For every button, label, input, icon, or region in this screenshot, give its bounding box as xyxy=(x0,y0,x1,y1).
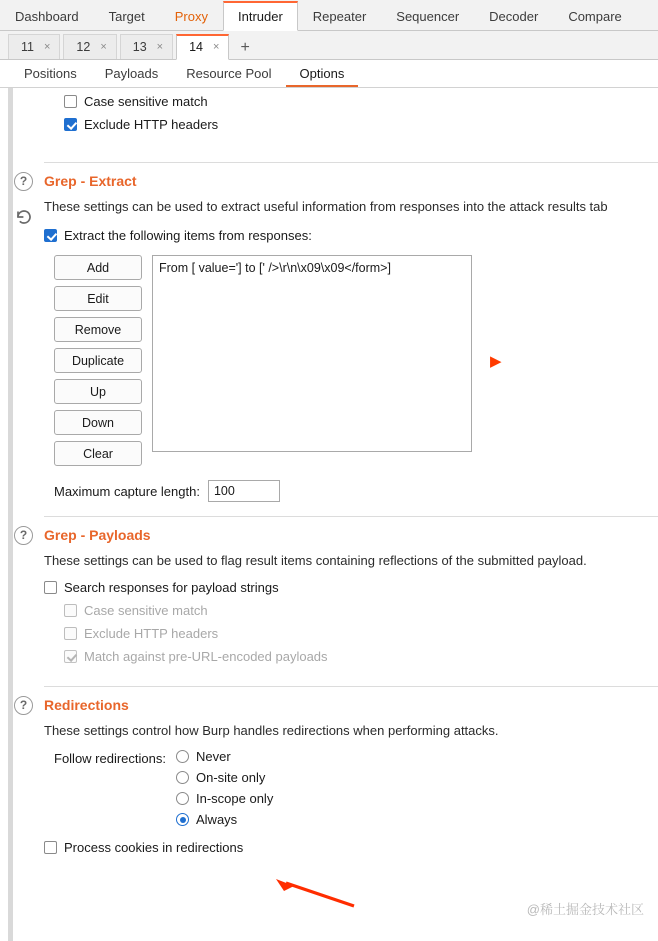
follow-redirections-radio-group xyxy=(176,746,273,830)
clear-button[interactable]: Clear xyxy=(54,441,142,466)
tab-options[interactable]: Options xyxy=(286,61,359,87)
radio-row-always[interactable] xyxy=(176,809,273,830)
close-icon[interactable]: × xyxy=(213,41,220,53)
checkbox-payload-match-preurl xyxy=(64,650,77,663)
search-payload-strings-row[interactable] xyxy=(44,570,650,599)
payload-exclude-headers-row[interactable] xyxy=(44,622,650,645)
radio-row-in-scope-only[interactable] xyxy=(176,788,273,809)
label-search-payload-strings: Search responses for payload strings xyxy=(64,580,279,595)
main-tab-target[interactable]: Target xyxy=(108,9,145,24)
help-icon[interactable]: ? xyxy=(14,172,33,191)
add-attack-tab-button[interactable]: + xyxy=(240,39,250,56)
extract-enable-row[interactable] xyxy=(44,216,650,247)
checkbox-search-payload-strings[interactable] xyxy=(44,581,57,594)
label-max-capture-length: Maximum capture length: xyxy=(54,483,200,499)
section-title-redirections: Redirections xyxy=(44,697,129,713)
radio-always[interactable] xyxy=(176,813,189,826)
grep-extract-header xyxy=(19,163,650,189)
radio-never[interactable] xyxy=(176,750,189,763)
label-exclude-http-headers: Exclude HTTP headers xyxy=(84,117,219,132)
label-follow-redirections: Follow redirections: xyxy=(54,751,166,766)
down-button[interactable]: Down xyxy=(54,410,142,435)
payload-case-sensitive-row[interactable] xyxy=(44,599,650,622)
radio-on-site-only[interactable] xyxy=(176,771,189,784)
section-description-redirections: These settings control how Burp handles redirections when performing attacks. xyxy=(44,723,499,738)
grep-match-tail xyxy=(0,88,658,162)
reset-icon[interactable] xyxy=(14,207,34,227)
radio-in-scope-only[interactable] xyxy=(176,792,189,805)
checkbox-process-cookies[interactable] xyxy=(44,841,57,854)
radio-row-never[interactable] xyxy=(176,746,273,767)
main-tab-dashboard[interactable]: Dashboard xyxy=(15,9,79,24)
help-icon[interactable]: ? xyxy=(14,526,33,545)
attack-tab-label: 13 xyxy=(132,40,147,54)
label-payload-exclude-headers: Exclude HTTP headers xyxy=(84,626,219,641)
extract-button-column xyxy=(54,255,142,466)
main-tab-decoder[interactable]: Decoder xyxy=(489,9,539,24)
section-title-grep-extract: Grep - Extract xyxy=(44,173,137,189)
list-item[interactable]: From [ value='] to [' />\r\n\x09\x09</form>] xyxy=(159,261,391,275)
main-tab-bar xyxy=(0,0,658,31)
main-tab-sequencer[interactable]: Sequencer xyxy=(396,9,460,24)
expand-arrow-icon[interactable]: ▶ xyxy=(490,352,502,370)
section-description-grep-payloads: These settings can be used to flag result items containing reflections of the submitted payload. xyxy=(44,553,587,568)
checkbox-payload-exclude-headers xyxy=(64,627,77,640)
intruder-inner-tab-bar xyxy=(0,60,658,88)
close-icon[interactable]: × xyxy=(156,41,164,53)
close-icon[interactable]: × xyxy=(43,41,51,53)
tab-payloads[interactable]: Payloads xyxy=(104,66,159,81)
attack-tab-12[interactable] xyxy=(63,34,116,59)
attack-tab-label: 11 xyxy=(21,40,34,54)
follow-redirections-row xyxy=(44,740,650,830)
grep-match-exclude-headers-row[interactable] xyxy=(44,113,650,136)
max-capture-length-input[interactable] xyxy=(208,480,280,502)
attack-tab-11[interactable] xyxy=(8,34,60,59)
extract-items-list[interactable] xyxy=(152,255,472,452)
grep-payloads-header xyxy=(19,517,650,543)
attack-tab-bar xyxy=(0,31,658,60)
checkbox-exclude-http-headers[interactable] xyxy=(64,118,77,131)
redirections-header xyxy=(19,687,650,713)
label-on-site-only: On-site only xyxy=(196,770,266,785)
radio-row-on-site-only[interactable] xyxy=(176,767,273,788)
main-tab-proxy[interactable]: Proxy xyxy=(174,9,208,24)
watermark-text: @稀土掘金技术社区 xyxy=(526,902,644,917)
grep-match-case-sensitive-row[interactable] xyxy=(44,90,650,113)
add-button[interactable]: Add xyxy=(54,255,142,280)
section-redirections xyxy=(0,687,658,859)
checkbox-case-sensitive-match[interactable] xyxy=(64,95,77,108)
attack-tab-14[interactable] xyxy=(176,34,229,60)
section-description-grep-extract: These settings can be used to extract useful information from responses into the attack results tab xyxy=(44,199,608,214)
label-always: Always xyxy=(196,812,238,827)
label-extract-items: Extract the following items from responses: xyxy=(64,228,312,243)
remove-button[interactable]: Remove xyxy=(54,317,142,342)
label-case-sensitive-match: Case sensitive match xyxy=(84,94,208,109)
attack-tab-label: 14 xyxy=(189,40,204,54)
tab-positions[interactable]: Positions xyxy=(24,66,77,81)
attack-tab-13[interactable] xyxy=(120,34,173,59)
up-button[interactable]: Up xyxy=(54,379,142,404)
max-capture-length-row xyxy=(44,466,650,516)
tab-resource-pool[interactable]: Resource Pool xyxy=(186,66,272,81)
label-payload-match-preurl: Match against pre-URL-encoded payloads xyxy=(84,649,328,664)
attack-tab-label: 12 xyxy=(76,40,91,54)
payload-match-preurl-row[interactable] xyxy=(44,645,650,668)
checkbox-payload-case-sensitive xyxy=(64,604,77,617)
edit-button[interactable]: Edit xyxy=(54,286,142,311)
label-process-cookies: Process cookies in redirections xyxy=(64,840,244,855)
checkbox-extract-items[interactable] xyxy=(44,229,57,242)
main-tab-comparer[interactable]: Compare xyxy=(568,9,622,24)
section-grep-payloads xyxy=(0,517,658,686)
process-cookies-row[interactable] xyxy=(44,830,650,859)
section-title-grep-payloads: Grep - Payloads xyxy=(44,527,151,543)
duplicate-button[interactable]: Duplicate xyxy=(54,348,142,373)
close-icon[interactable]: × xyxy=(100,41,107,53)
help-icon[interactable]: ? xyxy=(14,696,33,715)
options-scroll-area[interactable] xyxy=(0,88,658,941)
label-payload-case-sensitive: Case sensitive match xyxy=(84,603,208,618)
label-in-scope-only: In-scope only xyxy=(196,791,274,806)
extract-editor xyxy=(44,247,650,466)
label-never: Never xyxy=(196,749,231,764)
main-tab-repeater[interactable]: Repeater xyxy=(312,9,367,24)
section-grep-extract xyxy=(0,163,658,516)
main-tab-intruder[interactable]: Intruder xyxy=(223,1,298,31)
